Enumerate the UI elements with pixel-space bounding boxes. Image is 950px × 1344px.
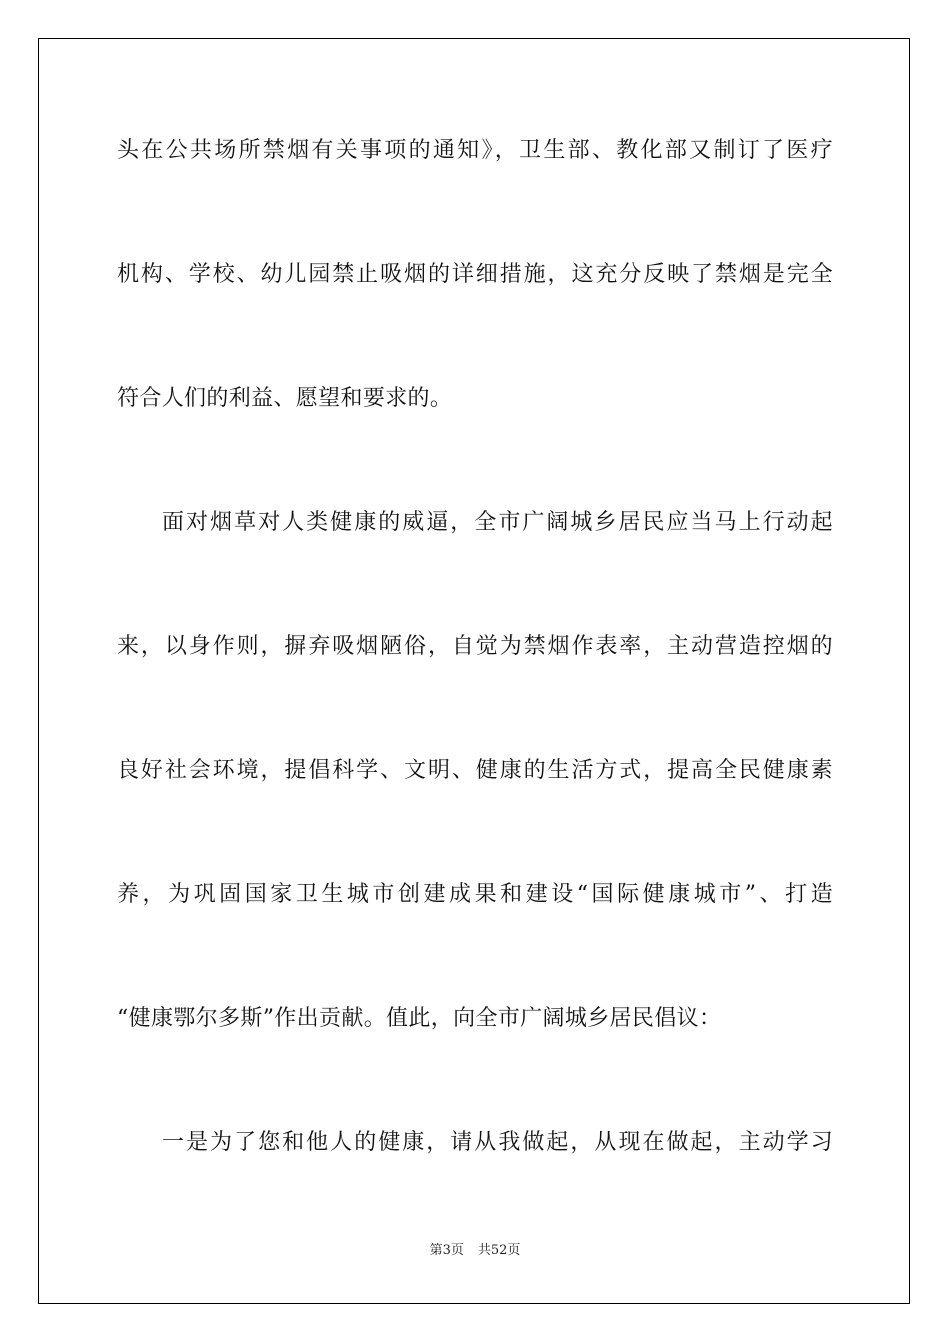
body-text-line: 来，以身作则，摒弃吸烟陋俗，自觉为禁烟作表率，主动营造控烟的 [117,634,833,659]
total-pages: 共52页 [477,1243,521,1258]
body-text-line: 头在公共场所禁烟有关事项的通知》，卫生部、教化部又制订了医疗 [117,138,833,163]
body-text-line: 机构、学校、幼儿园禁止吸烟的详细措施，这充分反映了禁烟是完全 [117,262,833,287]
paragraph-first-line: 面对烟草对人类健康的威逼，全市广阔城乡居民应当马上行动起 [162,510,833,535]
paragraph-first-line: 一是为了您和他人的健康，请从我做起，从现在做起，主动学习 [162,1130,833,1155]
page-number: 第3页 [429,1243,464,1258]
body-text-line: 养，为巩固国家卫生城市创建成果和建设“国际健康城市”、打造 [117,882,833,907]
page-footer [0,1243,950,1259]
body-text-line: 良好社会环境，提倡科学、文明、健康的生活方式，提高全民健康素 [117,758,833,783]
body-text-line: 符合人们的利益、愿望和要求的。 [117,386,453,411]
page-border [38,38,910,1304]
body-text-line: “健康鄂尔多斯”作出贡献。值此，向全市广阔城乡居民倡议： [117,1006,722,1031]
